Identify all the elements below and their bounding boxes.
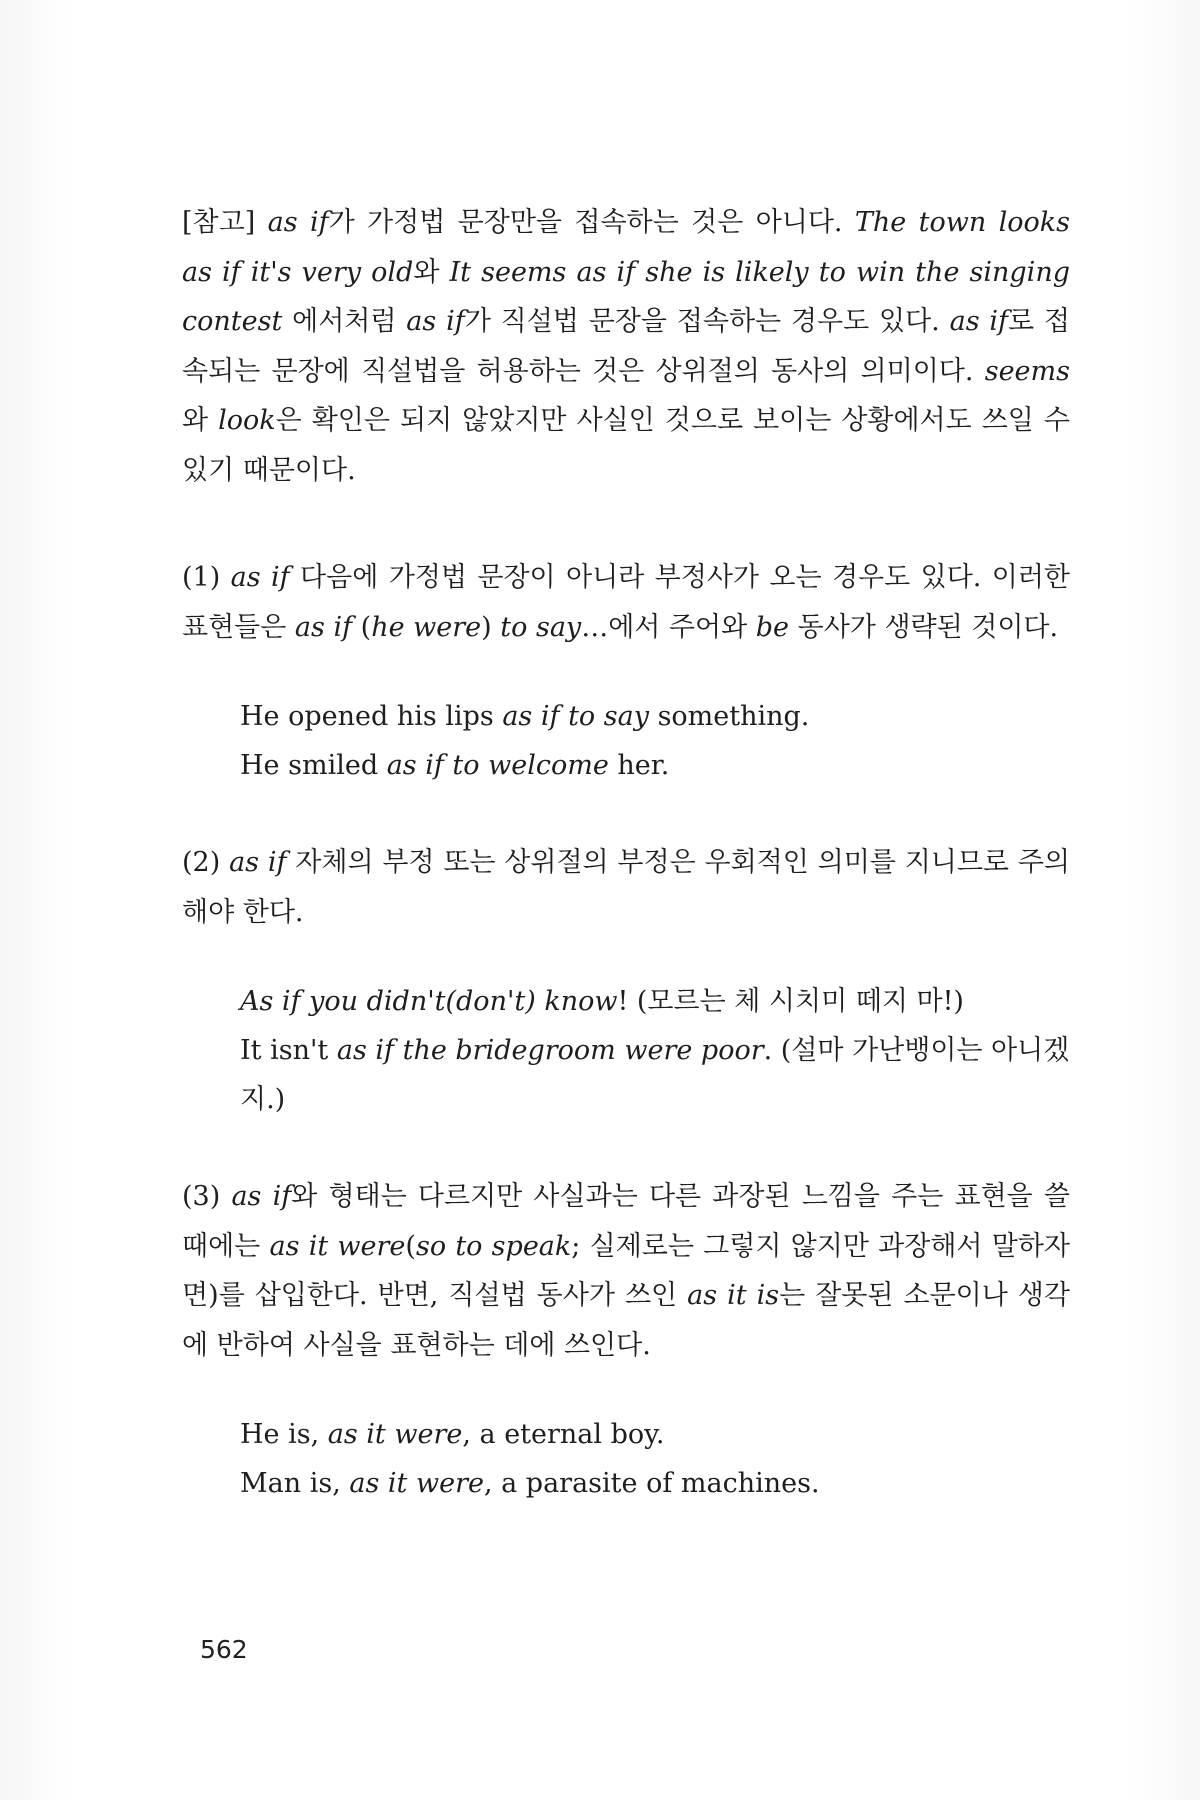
- example-term: as if the bridegroom were poor: [336, 1035, 764, 1066]
- section-2-examples: [182, 977, 1070, 1124]
- text: 와: [182, 405, 219, 436]
- note-label: [참고]: [182, 207, 268, 238]
- example-text: her.: [608, 750, 670, 781]
- text: …에서 주어와: [581, 611, 756, 643]
- term: as if: [294, 611, 353, 643]
- example-sentence: [240, 1026, 1070, 1124]
- text: ; 실제로는 그렇지 않지만 과장해서 말하자면)를 삽입한다. 반면, 직설법 동사가 쓰인: [182, 1230, 1070, 1311]
- example-sentence: [240, 1459, 1070, 1508]
- section-3-examples: [182, 1410, 1070, 1508]
- term: as if: [230, 562, 290, 593]
- text: 자체의 부정 또는 상위절의 부정은 우회적인 의미를 지니므로 주의해야 한다.: [182, 847, 1070, 928]
- section-1-paragraph: [182, 553, 1070, 652]
- text: 는 잘못된 소문이나 생각에 반하여 사실을 표현하는 데에 쓰인다.: [182, 1280, 1070, 1361]
- term: as if: [231, 1181, 292, 1212]
- example-term: as if to say: [502, 701, 649, 732]
- text: 와: [413, 256, 450, 288]
- text: 로 접속되는 문장에 직설법을 허용하는 것은 상위절의 동사의 의미이다.: [182, 306, 1071, 387]
- section-number: (2): [182, 847, 230, 878]
- example-sentence: [240, 977, 1070, 1026]
- term: so to speak: [415, 1230, 572, 1262]
- page-number: 562: [200, 1635, 248, 1664]
- section-1-examples: [182, 692, 1070, 790]
- example-term: as if to welcome: [386, 750, 609, 781]
- section-2-paragraph: [182, 838, 1070, 937]
- text: ): [481, 611, 501, 643]
- text: 에서처럼: [282, 306, 407, 337]
- example-text: He smiled: [240, 750, 387, 781]
- text: 가 가정법 문장만을 접속하는 것은 아니다.: [328, 207, 855, 238]
- text: 다음에 가정법 문장이 아니라 부정사가 오는 경우도 있다. 이러한 표현들은: [182, 562, 1071, 643]
- text: 와 형태는 다르지만 사실과는 다른 과장된 느낌을 주는 표현을 쓸 때에는: [182, 1181, 1071, 1262]
- example-text: , a parasite of machines.: [483, 1468, 820, 1499]
- term: to say: [500, 611, 582, 643]
- text: (: [352, 611, 372, 643]
- example-text: , a eternal boy.: [462, 1419, 665, 1450]
- note-paragraph: [182, 198, 1070, 495]
- example-term: as it were: [327, 1419, 463, 1450]
- example-term: As if you didn't(don't) know: [240, 986, 618, 1017]
- section-3-paragraph: [182, 1172, 1070, 1370]
- term: as if: [229, 847, 287, 878]
- term: as if: [406, 306, 465, 337]
- example-sentence: [240, 1410, 1070, 1459]
- term: look: [218, 405, 276, 436]
- example-term: as it were: [349, 1468, 484, 1499]
- text: 은 확인은 되지 않았지만 사실인 것으로 보이는 상황에서도 쓰일 수 있기 때문이다.: [182, 405, 1070, 486]
- section-number: (3): [182, 1181, 232, 1212]
- text: (: [405, 1230, 416, 1262]
- example-sentence: [240, 741, 1070, 790]
- page-content: [182, 198, 1070, 1508]
- text: 동사가 생략된 것이다.: [789, 611, 1059, 643]
- term: as if: [949, 306, 1009, 337]
- example-text: something.: [648, 701, 810, 732]
- example-text: . (설마 가난뱅이는 아니겠지.): [240, 1035, 1070, 1115]
- example-inline: The town looks as if it's very old: [182, 207, 1070, 288]
- example-inline: It seems as if she is likely to win the singing contest: [182, 256, 1070, 337]
- example-text: ! (모르는 체 시치미 떼지 마!): [617, 986, 964, 1017]
- term: seems: [984, 355, 1070, 387]
- section-number: (1): [182, 562, 231, 593]
- term: as it were: [269, 1230, 406, 1262]
- example-text: He is,: [240, 1419, 328, 1450]
- term: he were: [371, 611, 482, 643]
- term: as it is: [687, 1280, 780, 1311]
- term: as if: [267, 207, 329, 238]
- example-text: It isn't: [240, 1035, 337, 1066]
- term: be: [755, 611, 790, 643]
- example-text: He opened his lips: [240, 701, 503, 732]
- example-sentence: [240, 692, 1070, 741]
- example-text: Man is,: [240, 1468, 350, 1499]
- text: 가 직설법 문장을 접속하는 경우도 있다.: [464, 306, 950, 337]
